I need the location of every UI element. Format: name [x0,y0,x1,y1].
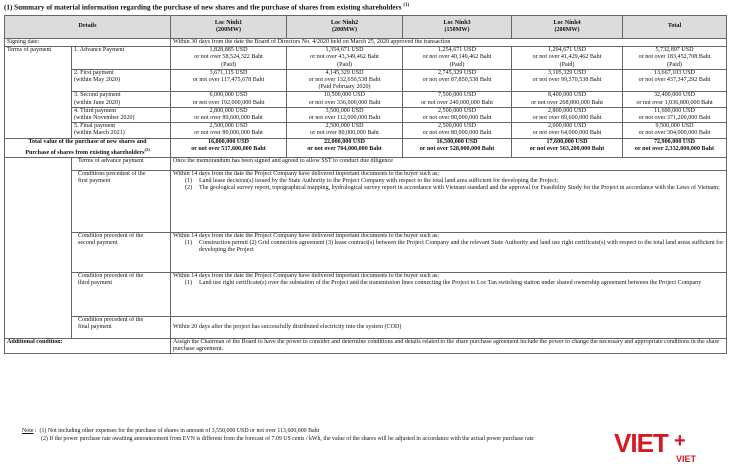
payment-status: (Paid) [449,61,465,68]
payment-cell [512,47,623,70]
condition-intro: Within 20 days after the project has successfully distributed electricity into the system (COD) [173,323,402,330]
baht-value: or not over 371,200,000 Baht [638,115,711,122]
condition-label-line2: third payment [78,280,113,287]
total-cell [623,138,727,157]
item-text: The geological survey report, topographical mapping, hydrological survey report in accordance with Vietnam standard and the approval for Feasibility Study for the Project in accordance with the Laws of Vietnam; [199,185,720,192]
baht-value: or not over 80,000,000 Baht [194,130,263,137]
total-cell [287,138,403,157]
condition-value [171,273,727,317]
baht-value: or not over 1,036,800,000 Baht [636,99,713,106]
condition-label [72,233,171,273]
payment-cell [403,47,512,70]
condition-items [173,178,724,192]
payment-cell [623,69,727,92]
baht-value: or not over 240,000,000 Baht [421,99,493,106]
vietnamplus-logo [614,428,722,464]
payment-status: (Paid) [337,61,352,68]
baht-value: or not over 437,347,292 Baht [638,77,711,84]
advance-terms-value: Once the memorandum has been signed and agreed to allow SST to conduct due diligence [171,158,727,171]
heading-footnote: (1) [403,3,410,8]
item-number: (1) [185,178,193,185]
total-value-label [5,138,171,157]
note-line-2 [22,435,534,443]
payment-label [72,69,171,92]
payment-label-line2: (within June 2020) [74,99,121,106]
header-col2-title: Loc Ninh2 [330,19,359,26]
signing-label: Signing date: [5,39,171,47]
header-total: Total [623,16,727,39]
baht-value: or not over 80,000,000 Baht [422,115,492,122]
header-col2-sub: (200MW) [331,27,358,33]
payment-cell [512,107,623,122]
payment-cell [623,47,727,70]
total-label-line2: Purchase of shares from existing shareholders [25,149,145,156]
section-heading [4,3,409,11]
baht-value: or not over 528,000,000 Baht [419,145,495,152]
payment-cell [403,107,512,122]
baht-value: or not over 268,800,000 Baht [531,99,603,106]
condition-label-line1: Condition precedent of the [78,233,144,240]
usd-value: 72,900,000 USD [653,138,696,145]
payment-label-line2: (within November 2020) [74,115,135,122]
baht-value: or not over 192,000,000 Baht [192,99,265,106]
payment-cell [623,92,727,107]
note-text-2: (2) If the power purchase rate awaiting announcement from EVN is different from the forecast of 7.09 US cents / kWh, the value of the shares will be adjusted in accordance with the actual power purchase rate [41,436,534,442]
payment-cell [287,92,403,107]
item-number: (1) [185,240,193,247]
total-cell [512,138,623,157]
additional-condition-row [5,339,727,354]
usd-value: 9,500,000 USD [655,123,694,130]
condition-intro: Within 14 days from the date the Project Company have delivered important documents to the buyer such as; [173,273,439,280]
baht-value: or not over 99,370,538 Baht [532,77,602,84]
header-row [5,16,727,39]
condition-label [72,171,171,233]
usd-value: 1,254,671 USD [437,47,477,54]
payment-cell [512,123,623,138]
header-col4-sub: (200MW) [554,27,580,33]
usd-value: 1,828,885 USD [209,47,248,54]
payment-label-line1: 3. Second payment [74,92,121,99]
usd-value: 10,500,000 USD [323,92,366,99]
condition-item [185,185,724,192]
payment-label-line2: (within March 2021) [74,130,125,137]
payment-status: (Paid) [559,61,575,68]
baht-value: or not over 43,349,462 Baht [310,54,379,61]
condition-label-line1: Condition precedent of the [78,273,144,280]
header-col1-title: Loc Ninh1 [214,19,243,26]
heading-text: (1) Summary of material information regarding the purchase of new shares and the purchase of shares from existing shareholders [4,3,402,12]
usd-value: 32,400,000 USD [653,92,696,99]
baht-value: or not over 41,429,462 Baht [532,54,602,61]
header-col3-sub: (150MW) [444,27,470,33]
payment-cell [403,92,512,107]
condition-intro: Within 14 days from the date the Project Company have delivered important documents to the buyer such as; [173,171,439,178]
condition-value [171,317,727,339]
payment-cell [287,123,403,138]
payment-cell [287,107,403,122]
conditions-spacer-cell [5,158,72,339]
usd-value: 2,000,000 USD [547,123,587,130]
payment-label [72,107,171,122]
payment-status: (Paid) [221,61,236,68]
usd-value: 22,000,000 USD [323,138,366,145]
usd-value: 2,800,000 USD [209,107,248,114]
usd-value: 11,600,000 USD [654,107,695,114]
baht-value: or not over 304,000,000 Baht [638,130,711,137]
item-number: (1) [185,280,193,287]
condition-label [72,317,171,339]
condition-item [185,280,724,287]
condition-row-2 [5,233,727,273]
payment-cell [287,47,403,70]
payment-label-line1: 1. Advance Payment [74,47,125,54]
total-cell [403,138,512,157]
total-label-footnote: (2) [144,146,150,152]
usd-value: 4,145,329 USD [325,69,364,76]
total-value-row [5,138,727,157]
payment-status: (Paid) [667,61,682,68]
note-line-1: Note : (1) Not including other expenses for the purchase of shares in amount of 3,550,000 USD or not over 113,600,000 Baht [22,428,320,434]
baht-value: or not over 2,332,800,000 Baht [634,145,715,152]
payment-label-line1: 4. Third payment [74,107,117,114]
payment-row-4 [5,107,727,122]
baht-value: or not over 58,524,322 Baht [194,54,263,61]
payment-cell [623,107,727,122]
payment-label-line1: 2. First payment [74,69,114,76]
payment-cell [171,107,287,122]
condition-label [72,273,171,317]
payment-row-2 [5,69,727,92]
total-label-line1: Total value of the purchase of new shares and [28,138,147,145]
baht-value: or not over 87,850,538 Baht [422,77,492,84]
terms-of-payment-label: Terms of payment [5,47,72,138]
summary-table [4,15,727,354]
baht-value: or not over 336,000,000 Baht [308,99,381,106]
baht-value: or not over 537,600,000 Baht [191,145,266,152]
note-text-1: (1) Not including other expenses for the purchase of shares in amount of 3,550,000 USD or not over 113,600,000 Baht [39,428,320,434]
usd-value: 1,294,671 USD [547,47,587,54]
usd-value: 2,800,000 USD [547,107,587,114]
condition-label-line2: first payment [78,178,111,185]
usd-value: 2,500,000 USD [437,107,477,114]
condition-intro: Within 14 days from the date the Project Company have delivered important documents to the buyer such as; [173,233,439,240]
usd-value: 8,400,000 USD [547,92,587,99]
advance-terms-label: Terms of advance payment [72,158,171,171]
usd-value: 17,600,000 USD [546,138,588,145]
header-col4-title: Loc Ninh4 [553,19,581,26]
item-number: (2) [185,185,193,192]
header-loc-ninh-1 [171,16,287,39]
condition-label-line2: second payment [78,240,118,247]
logo-text-viet: VIET [614,428,668,458]
usd-value: 2,500,000 USD [209,123,248,130]
baht-value: or not over 80,000,000 Baht [422,130,492,137]
condition-item [185,240,724,254]
payment-cell [171,123,287,138]
condition-row-1 [5,171,727,233]
condition-value [171,171,727,233]
signing-row [5,39,727,47]
usd-value: 13,667,103 USD [653,69,696,76]
condition-label-line2: final payment [78,324,112,331]
usd-value: 3,105,329 USD [547,69,587,76]
signing-value: Within 30 days from the date the Board of Directors No. 4/2020 held on March 25, 2020 approved the transaction [171,39,727,47]
usd-value: 2,745,329 USD [437,69,477,76]
baht-value: or not over 89,600,000 Baht [532,115,602,122]
condition-items [173,240,724,254]
additional-condition-value: Assign the Chairman of the Board to have the power to consider and determine conditions and details related to the share purchase agreement include the power to change the necessary and appropriate conditions in the share purchase agreement. [171,339,727,354]
payment-cell [403,69,512,92]
usd-value: 3,500,000 USD [325,107,364,114]
logo-text-viet-small: VIET [676,454,697,464]
advance-terms-row [5,158,727,171]
baht-value: or not over 40,149,462 Baht [422,54,492,61]
usd-value: 16,500,000 USD [436,138,478,145]
payment-status: (Paid February 2020) [318,84,371,91]
baht-value: or not over 563,200,000 Baht [529,145,605,152]
payment-row-5 [5,123,727,138]
usd-value: 1,354,671 USD [325,47,364,54]
usd-value: 5,732,897 USD [655,47,694,54]
header-loc-ninh-3 [403,16,512,39]
baht-value: or not over 112,000,000 Baht [308,115,381,122]
payment-label [72,47,171,70]
payment-cell [512,69,623,92]
condition-items [173,280,724,287]
payment-cell [512,92,623,107]
payment-cell [171,47,287,70]
payment-cell [171,69,287,92]
usd-value: 6,000,000 USD [209,92,248,99]
baht-value: or not over 117,475,678 Baht [192,77,265,84]
usd-value: 3,671,115 USD [209,69,248,76]
condition-label-line1: Conditions precedent of the [78,171,146,178]
usd-value: 2,500,000 USD [437,123,477,130]
baht-value: or not over 80,000,000 Baht [310,130,379,137]
baht-value: or not over 64,000,000 Baht [532,130,602,137]
payment-label-line1: 5. Final payment [74,123,116,130]
payment-cell [403,123,512,138]
baht-value: or not over 704,000,000 Baht [307,145,382,152]
payment-label [72,92,171,107]
item-text: Land use right certificate(s) over the substation of the Project and the transmission lines connecting the Project to Loc Tan switching station under shared ownership agreement between the Project Company [199,280,702,287]
payment-cell [171,92,287,107]
payment-label-line2: (within May 2020) [74,77,121,84]
usd-value: 7,500,000 USD [437,92,477,99]
baht-value: or not over 89,600,000 Baht [194,115,263,122]
header-col3-title: Loc Ninh3 [443,19,471,26]
total-cell [171,138,287,157]
note-label: Note [22,428,34,434]
notes-section [22,427,534,443]
condition-row-4 [5,317,727,339]
condition-value [171,233,727,273]
baht-value: or not over 132,650,538 Baht [308,77,381,84]
condition-label-line1: Condition precedent of the [78,317,144,324]
payment-row-3 [5,92,727,107]
usd-value: 2,500,000 USD [325,123,364,130]
item-text: Construction permit (2) Grid connection agreement (3) lease contract(s) between the Project Company and the relevant State Authority and land use right certificate(s) with respect to the total land areas sufficient for developing the Project [199,240,724,254]
header-col1-sub: (200MW) [215,27,242,33]
logo-plus: + [674,430,686,452]
payment-row-1 [5,47,727,70]
baht-value: or not over 183,452,708 Baht [638,54,711,61]
payment-cell [287,69,403,92]
header-details: Details [5,16,171,39]
usd-value: 16,800,000 USD [207,138,250,145]
item-text: Land lease decision(s) issued by the State Authority to the Project Company with respect to the total land area sufficient for developing the Project; [199,178,559,185]
payment-label [72,123,171,138]
header-loc-ninh-4 [512,16,623,39]
payment-cell [623,123,727,138]
header-loc-ninh-2 [287,16,403,39]
condition-row-3 [5,273,727,317]
additional-condition-label: Additional condition: [5,339,171,354]
